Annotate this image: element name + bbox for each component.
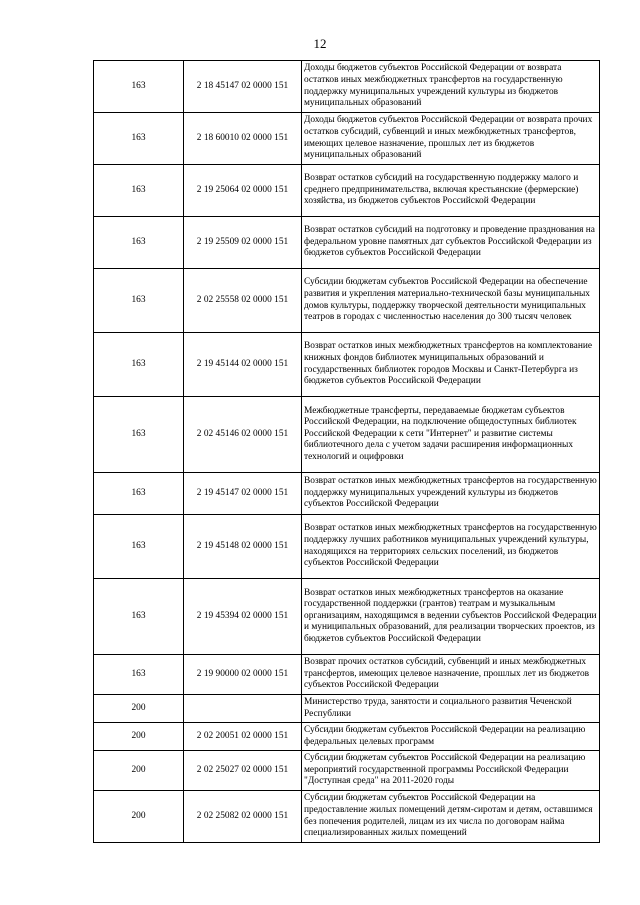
admin-code-cell: 200 <box>94 751 184 791</box>
budget-classification-table <box>93 60 600 843</box>
income-name-cell: Возврат остатков иных межбюджетных трансфертов на государственную поддержку лучших работников муниципальных учреждений культуры, находящихся на территориях сельских поселений, из бюджетов субъектов Российской Федерации <box>302 515 600 579</box>
budget-code-cell: 2 02 25558 02 0000 151 <box>184 269 302 333</box>
income-name-cell: Субсидии бюджетам субъектов Российской Федерации на реализацию мероприятий государственной программы Российской Федерации "Доступная среда" на 2011-2020 годы <box>302 751 600 791</box>
income-name-cell: Возврат остатков субсидий на подготовку и проведение празднования на федеральном уровне памятных дат субъектов Российской Федерации из бюджетов субъектов Российской Федерации <box>302 217 600 269</box>
page-number: 12 <box>313 36 327 51</box>
table-row <box>94 791 600 843</box>
income-name-cell: Субсидии бюджетам субъектов Российской Федерации на обеспечение развития и укрепления материально-технической базы муниципальных домов культуры, поддержку творческой деятельности муниципальных театров в городах с численностью населения до 300 тысяч человек <box>302 269 600 333</box>
budget-code-cell: 2 19 45394 02 0000 151 <box>184 579 302 655</box>
table-row <box>94 473 600 515</box>
budget-code-cell: 2 19 25064 02 0000 151 <box>184 165 302 217</box>
budget-code-cell: 2 02 45146 02 0000 151 <box>184 397 302 473</box>
admin-code-cell: 163 <box>94 217 184 269</box>
admin-code-cell: 200 <box>94 695 184 723</box>
income-name-cell: Возврат остатков иных межбюджетных трансфертов на оказание государственной поддержки (грантов) театрам и музыкальным организациям, находящимся в ведении субъектов Российской Федерации и муниципальных образований, для реализации творческих проектов, из бюджетов субъектов Российской Федерации <box>302 579 600 655</box>
budget-code-cell: 2 19 45144 02 0000 151 <box>184 333 302 397</box>
budget-code-cell: 2 18 45147 02 0000 151 <box>184 61 302 113</box>
admin-code-cell: 163 <box>94 655 184 695</box>
admin-code-cell: 200 <box>94 723 184 751</box>
table-row <box>94 397 600 473</box>
income-name-cell: Возврат остатков иных межбюджетных трансфертов на комплектование книжных фондов библиотек муниципальных образований и государственных библиотек городов Москвы и Санкт-Петербурга из бюджетов субъектов Российской Федерации <box>302 333 600 397</box>
admin-code-cell: 163 <box>94 333 184 397</box>
income-name-cell: Возврат остатков субсидий на государственную поддержку малого и среднего предпринимательства, включая крестьянские (фермерские) хозяйства, из бюджетов субъектов Российской Федерации <box>302 165 600 217</box>
table-row <box>94 751 600 791</box>
income-name-cell: Министерство труда, занятости и социального развития Чеченской Республики <box>302 695 600 723</box>
table-row <box>94 217 600 269</box>
admin-code-cell: 200 <box>94 791 184 843</box>
admin-code-cell: 163 <box>94 165 184 217</box>
admin-code-cell: 163 <box>94 515 184 579</box>
income-name-cell: Доходы бюджетов субъектов Российской Федерации от возврата прочих остатков субсидий, субвенций и иных межбюджетных трансфертов, имеющих целевое назначение, прошлых лет из бюджетов муниципальных образований <box>302 113 600 165</box>
table-row <box>94 61 600 113</box>
income-name-cell: Субсидии бюджетам субъектов Российской Федерации на реализацию федеральных целевых программ <box>302 723 600 751</box>
budget-code-cell: 2 19 45148 02 0000 151 <box>184 515 302 579</box>
table-row <box>94 723 600 751</box>
budget-code-cell: 2 02 20051 02 0000 151 <box>184 723 302 751</box>
admin-code-cell: 163 <box>94 397 184 473</box>
income-name-cell: Доходы бюджетов субъектов Российской Федерации от возврата остатков иных межбюджетных трансфертов на государственную поддержку муниципальных учреждений культуры из бюджетов муниципальных образований <box>302 61 600 113</box>
table-row <box>94 579 600 655</box>
table-row <box>94 165 600 217</box>
budget-code-cell: 2 02 25027 02 0000 151 <box>184 751 302 791</box>
table-row <box>94 333 600 397</box>
admin-code-cell: 163 <box>94 579 184 655</box>
income-name-cell: Межбюджетные трансферты, передаваемые бюджетам субъектов Российской Федерации, на подключение общедоступных библиотек Российской Федерации к сети "Интернет" и развитие системы библиотечного дела с учетом задачи расширения информационных технологий и оцифровки <box>302 397 600 473</box>
budget-code-cell <box>184 695 302 723</box>
budget-code-cell: 2 18 60010 02 0000 151 <box>184 113 302 165</box>
table-row <box>94 515 600 579</box>
budget-code-cell: 2 19 25509 02 0000 151 <box>184 217 302 269</box>
budget-code-cell: 2 02 25082 02 0000 151 <box>184 791 302 843</box>
admin-code-cell: 163 <box>94 61 184 113</box>
income-name-cell: Возврат остатков иных межбюджетных трансфертов на государственную поддержку муниципальных учреждений культуры из бюджетов субъектов Российской Федерации <box>302 473 600 515</box>
table-row <box>94 269 600 333</box>
budget-code-cell: 2 19 45147 02 0000 151 <box>184 473 302 515</box>
income-name-cell: Субсидии бюджетам субъектов Российской Федерации на предоставление жилых помещений детям-сиротам и детям, оставшимся без попечения родителей, лицам из их числа по договорам найма специализированных жилых помещений <box>302 791 600 843</box>
budget-code-cell: 2 19 90000 02 0000 151 <box>184 655 302 695</box>
table-row <box>94 655 600 695</box>
table-row <box>94 695 600 723</box>
table-row <box>94 113 600 165</box>
admin-code-cell: 163 <box>94 269 184 333</box>
admin-code-cell: 163 <box>94 473 184 515</box>
income-name-cell: Возврат прочих остатков субсидий, субвенций и иных межбюджетных трансфертов, имеющих целевое назначение, прошлых лет из бюджетов субъектов Российской Федерации <box>302 655 600 695</box>
admin-code-cell: 163 <box>94 113 184 165</box>
